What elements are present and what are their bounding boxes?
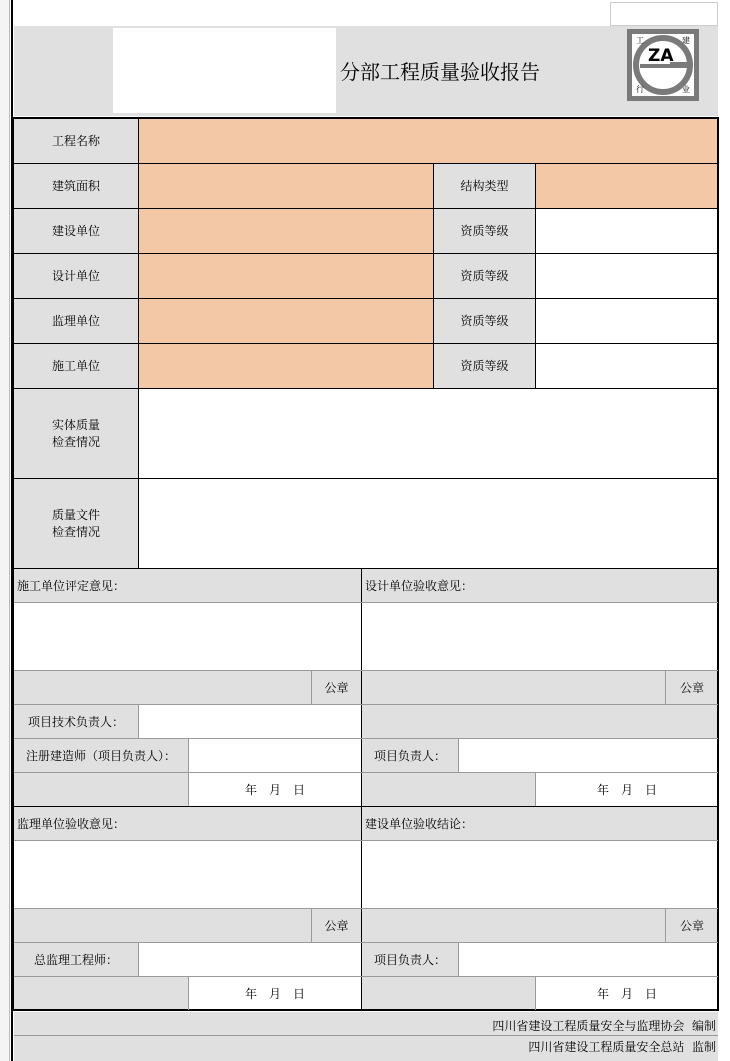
- hl-7: [14, 478, 718, 479]
- construction-date: 年 月 日: [536, 977, 718, 1010]
- hl-8: [14, 568, 718, 569]
- label-construction-unit: 建设单位: [14, 208, 138, 253]
- gvl-4: [188, 739, 189, 806]
- gvl-2: [665, 671, 666, 704]
- footer-compiled-by: 四川省建设工程质量安全与监理协会 编制: [492, 1019, 716, 1033]
- label-structure-type: 结构类型: [434, 163, 535, 208]
- gvl-7: [311, 909, 312, 942]
- label-construction-project-lead: 项目负责人：: [362, 943, 458, 976]
- gl-2: [14, 670, 718, 671]
- design-seal: 公章: [679, 680, 704, 695]
- label-tech-lead: 项目技术负责人：: [14, 705, 138, 738]
- supervision-opinion-header: 监理单位验收意见：: [14, 807, 361, 840]
- construction-conclusion-header: 建设单位验收结论：: [362, 807, 718, 840]
- vl-label-col: [138, 118, 139, 568]
- builder-seal: 公章: [312, 671, 361, 704]
- label-project-name: 工程名称: [14, 118, 138, 163]
- design-opinion-header: 设计单位验收意见：: [362, 569, 718, 602]
- label-registered-constructor: 注册建造师（项目负责人）：: [14, 739, 188, 772]
- gvl-6: [535, 773, 536, 806]
- gvl-12: [535, 977, 536, 1010]
- gl-4: [14, 738, 718, 739]
- gl-9: [14, 976, 718, 977]
- page-title: 分部工程质量验收报告: [340, 60, 540, 84]
- logo-char-2: 建: [682, 36, 690, 45]
- label-design-unit: 设计单位: [14, 253, 138, 298]
- gl-7: [14, 908, 718, 909]
- construction-seal: 公章: [679, 918, 704, 933]
- builder-date: 年 月 日: [189, 773, 361, 806]
- hl-3: [14, 253, 718, 254]
- vl-right-col: [535, 163, 536, 388]
- hl-4: [14, 298, 718, 299]
- label-qualification-4: 资质等级: [434, 343, 535, 388]
- gvl-3: [138, 705, 139, 738]
- gvl-5: [458, 739, 459, 772]
- vl-mid-col: [433, 163, 434, 388]
- label-builder-unit: 施工单位: [14, 343, 138, 388]
- gl-1: [14, 602, 718, 603]
- top-right-cell: [610, 2, 718, 26]
- gl-5: [14, 772, 718, 773]
- label-qualification-1: 资质等级: [434, 208, 535, 253]
- logo-char-3: 行: [636, 85, 644, 94]
- design-date: 年 月 日: [536, 773, 718, 806]
- doc-quality-line1: 质量文件: [51, 508, 100, 522]
- label-supervision-unit: 监理单位: [14, 298, 138, 343]
- label-qualification-2: 资质等级: [434, 253, 535, 298]
- gl-3: [14, 704, 718, 705]
- gvl-11: [188, 977, 189, 1010]
- gvl-9: [138, 943, 139, 976]
- hl-5: [14, 343, 718, 344]
- left-margin: [0, 0, 10, 1061]
- label-building-area: 建筑面积: [14, 163, 138, 208]
- hl-6: [14, 388, 718, 389]
- supervision-date: 年 月 日: [189, 977, 361, 1010]
- logo-char-1: 工: [636, 36, 644, 45]
- entity-quality-line1: 实体质量: [51, 418, 100, 432]
- label-chief-supervisor: 总监理工程师：: [14, 943, 138, 976]
- logo: [626, 28, 700, 102]
- gl-footer-mid: [14, 1035, 718, 1036]
- entity-quality-line2: 检查情况: [51, 435, 100, 449]
- header-blank-cell: [113, 28, 336, 113]
- supervision-seal: 公章: [324, 918, 349, 933]
- logo-text: ZA: [648, 46, 674, 66]
- builder-opinion-header: 施工单位评定意见：: [14, 569, 361, 602]
- label-design-project-lead: 项目负责人：: [362, 739, 458, 772]
- vl-opinion-split: [361, 569, 362, 1011]
- gvl-10: [458, 943, 459, 976]
- label-qualification-3: 资质等级: [434, 298, 535, 343]
- gvl-1: [311, 671, 312, 704]
- hl-1: [14, 163, 718, 164]
- table-outer-border: [13, 117, 719, 1011]
- gl-6: [14, 840, 718, 841]
- gl-8: [14, 942, 718, 943]
- gvl-8: [665, 909, 666, 942]
- logo-char-4: 业: [682, 85, 690, 94]
- doc-quality-line2: 检查情况: [51, 525, 100, 539]
- footer-supervised-by: 四川省建设工程质量安全总站 监制: [528, 1040, 716, 1054]
- hl-9: [14, 806, 718, 807]
- hl-2: [14, 208, 718, 209]
